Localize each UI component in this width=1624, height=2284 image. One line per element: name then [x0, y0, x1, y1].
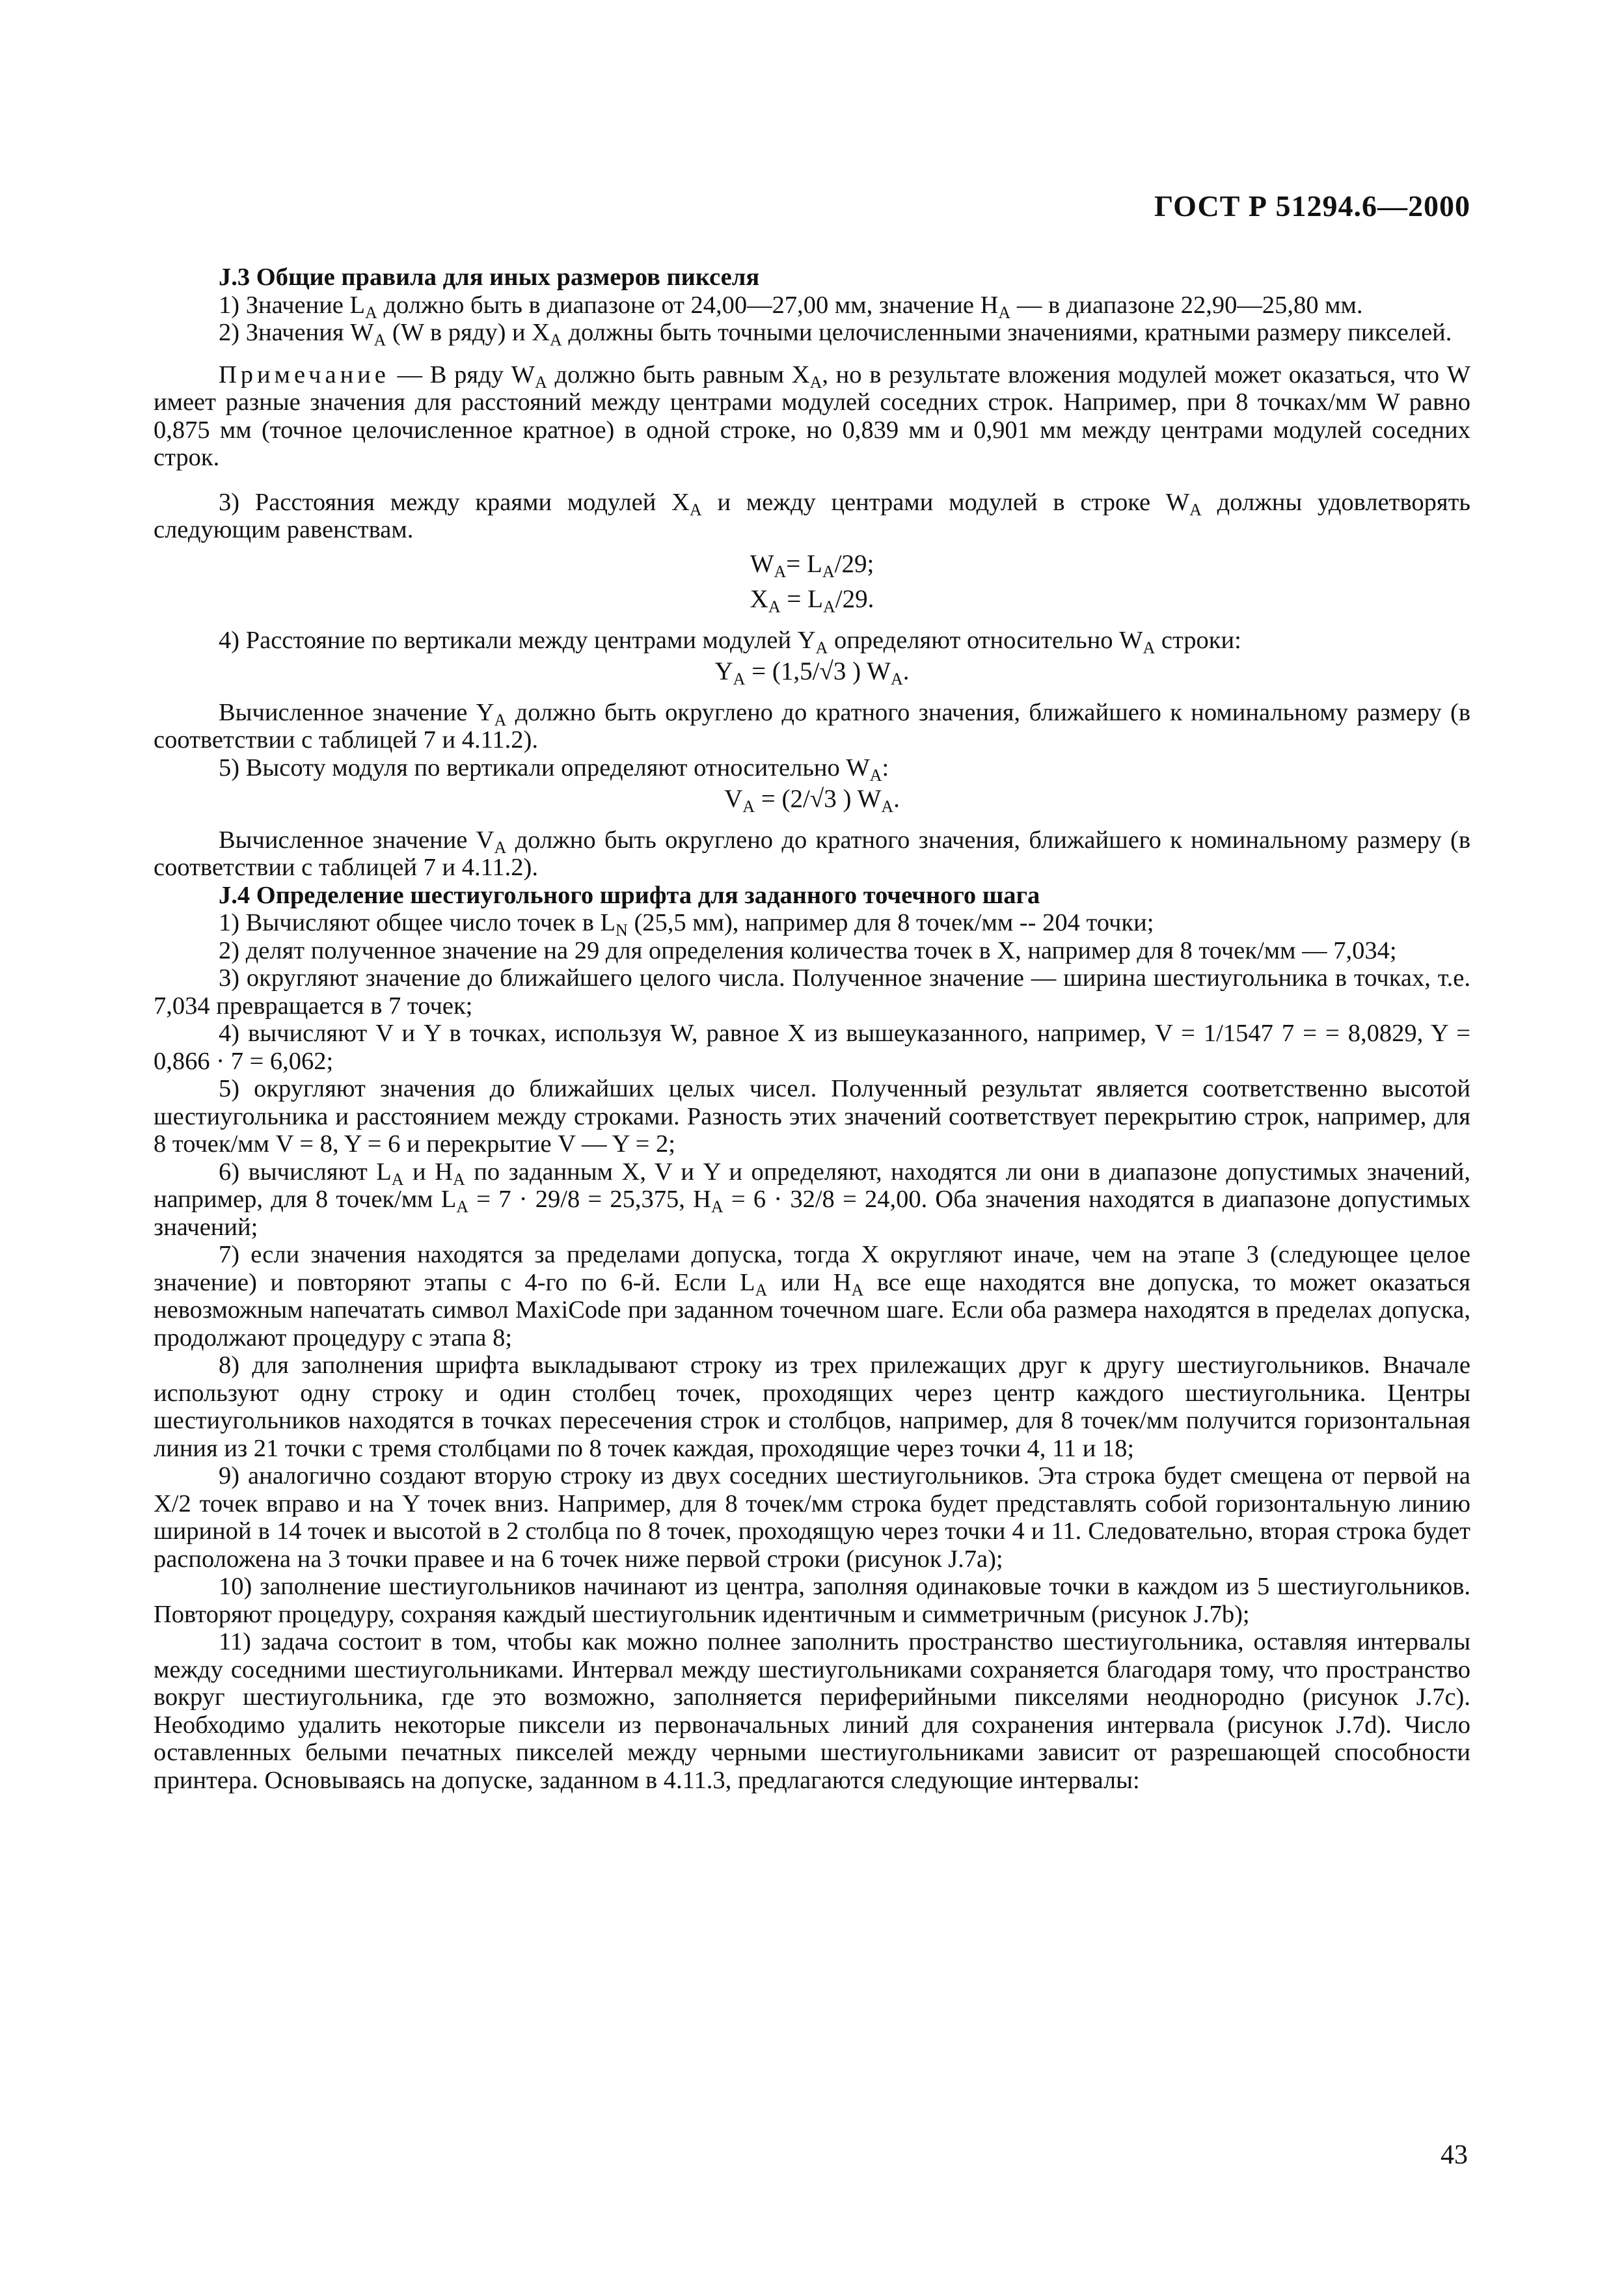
formula-xa: $X_A = L_A/29$. — [750, 585, 874, 616]
j4-item-5: 5) округляют значения до ближайших целых чисел. Полученный результат является соответственно высотой шестиугольника и расстоянием между строками. Разность этих значений соответствует перекрытию строк, например, для 8 точек/мм V = 8, Y = 6 и перекрытие V — Y = 2; — [154, 1075, 1470, 1158]
j3-item-4: 4) Расстояние по вертикали между центрами модулей $Y_A$ определяют относительно $W_A$ строки: — [219, 626, 1241, 657]
j4-item-2: 2) делят полученное значение на 29 для определения количества точек в X, например для 8 точек/мм — 7,034; — [219, 936, 1397, 964]
j4-item-4: 4) вычисляют V и Y в точках, используя W, равное X из вышеуказанного, например, V = 1/1547 7 = = 8,0829, Y = 0,866 · 7 = 6,062; — [154, 1020, 1470, 1075]
note-label: Примечание — [219, 360, 390, 388]
section-j3-title: J.3 Общие правила для иных размеров пикселя — [219, 264, 760, 291]
page-header: ГОСТ Р 51294.6—2000 — [1154, 189, 1470, 223]
formula-va: $V_A = (2/√3$ ) $W_A$. — [724, 785, 900, 816]
j3-item-3: 3) Расстояния между краями модулей $X_A$ и между центрами модулей в строке $W_A$ должны удовлетворять следующим равенствам. — [154, 488, 1470, 543]
j3-note: Примечание — В ряду $W_A$ должно быть равным $X_A$, но в результате вложения модулей может оказаться, что W имеет разные значения для расстояний между центрами модулей соседних строк. Например, при 8 точках/мм W равно 0,875 мм (точное целочисленное кратное) в одной строке, но 0,839 мм и 0,901 мм между центрами модулей соседних строк. — [154, 360, 1470, 471]
j3-item-5-text: Вычисленное значение $V_A$ должно быть округлено до кратного значения, ближайшего к номинальному размеру (в соответствии с таблицей 7 и 4.11.2). — [154, 826, 1471, 881]
j4-item-9: 9) аналогично создают вторую строку из двух соседних шестиугольников. Эта строка будет смещена от первой на X/2 точек вправо и на Y точек вниз. Например, для 8 точек/мм строка будет представлять собой горизонтальную линию шириной в 14 точек и высотой в 2 столбца по 8 точек, проходящую через точки 4 и 11. Следовательно, вторая строка будет расположена на 3 точки правее и на 6 точек ниже первой строки (рисунок J.7а); — [154, 1462, 1470, 1573]
j4-item-6: 6) вычисляют $L_A$ и $H_A$ по заданным X, V и Y и определяют, находятся ли они в диапазоне допустимых значений, например, для 8 точек/мм $L_A = 7 \cdot 29/8 = 25,375$, $H_A = 6 \cdot 32/8 = 24,00$. Оба значения находятся в диапазоне допустимых значений; — [154, 1158, 1470, 1241]
j3-item-5: 5) Высоту модуля по вертикали определяют относительно $W_A$: — [219, 754, 889, 785]
j4-item-3: 3) округляют значение до ближайшего целого числа. Полученное значение — ширина шестиугольника в точках, т.е. 7,034 превращается в 7 точек; — [154, 964, 1470, 1020]
formula-ya: $Y_A = (1,5/√3$ ) $W_A$. — [714, 657, 910, 688]
j4-item-7: 7) если значения находятся за пределами допуска, тогда X округляют иначе, чем на этапе 3 (следующее целое значение) и повторяют этапы с 4-го по 6-й. Если $L_A$ или $H_A$ все еще находятся вне допуска, то может оказаться невозможным напечатать символ MaxiCode при заданном точечном шаге. Если оба размера находятся в пределах допуска, продолжают процедуру с этапа 8; — [154, 1241, 1470, 1352]
page-number: 43 — [1441, 2140, 1468, 2170]
j3-item-2: 2) Значения $W_A$ (W в ряду) и $X_A$ должны быть точными целочисленными значениями, кратными размеру пикселей. — [219, 319, 1452, 349]
j4-item-8: 8) для заполнения шрифта выкладывают строку из трех прилежащих друг к другу шестиугольников. Вначале используют одну строку и один столбец точек, проходящих через центр каждого шестиугольника. Центры шестиугольников находятся в точках пересечения строк и столбцов, например, для 8 точек/мм получится горизонтальная линия из 21 точки с тремя столбцами по 8 точек каждая, проходящие через точки 4, 11 и 18; — [154, 1352, 1470, 1462]
section-j4-title: J.4 Определение шестиугольного шрифта для заданного точечного шага — [219, 881, 1040, 909]
j3-item-4-text: Вычисленное значение $Y_A$ должно быть округлено до кратного значения, ближайшего к номинальному размеру (в соответствии с таблицей 7 и 4.11.2). — [154, 698, 1471, 754]
page-content — [154, 264, 1470, 1794]
j4-item-11: 11) задача состоит в том, чтобы как можно полнее заполнить пространство шестиугольника, оставляя интервалы между соседними шестиугольниками. Интервал между шестиугольниками сохраняется благодаря тому, что пространство вокруг шестиугольника, где это возможно, заполняется периферийными пикселями неоднородно (рисунок J.7c). Необходимо удалить некоторые пиксели из первоначальных линий для сохранения интервала (рисунок J.7d). Число оставленных белыми печатных пикселей между черными шестиугольниками зависит от разрешающей способности принтера. Основываясь на допуске, заданном в 4.11.3, предлагаются следующие интервалы: — [154, 1628, 1470, 1794]
j4-item-1: 1) Вычисляют общее число точек в $L_N$ (25,5 мм), например для 8 точек/мм -- 204 точки; — [219, 909, 1154, 940]
formula-wa: $W_A= L_A/29$; — [750, 549, 874, 581]
j4-item-10: 10) заполнение шестиугольников начинают из центра, заполняя одинаковые точки в каждом из 5 шестиугольников. Повторяют процедуру, сохраняя каждый шестиугольник идентичным и симметричным (рисунок J.7b); — [154, 1573, 1470, 1628]
j3-item-1: 1) Значение $L_A$ должно быть в диапазоне от 24,00—27,00 мм, значение $H_A$ — в диапазоне 22,90—25,80 мм. — [219, 291, 1363, 322]
